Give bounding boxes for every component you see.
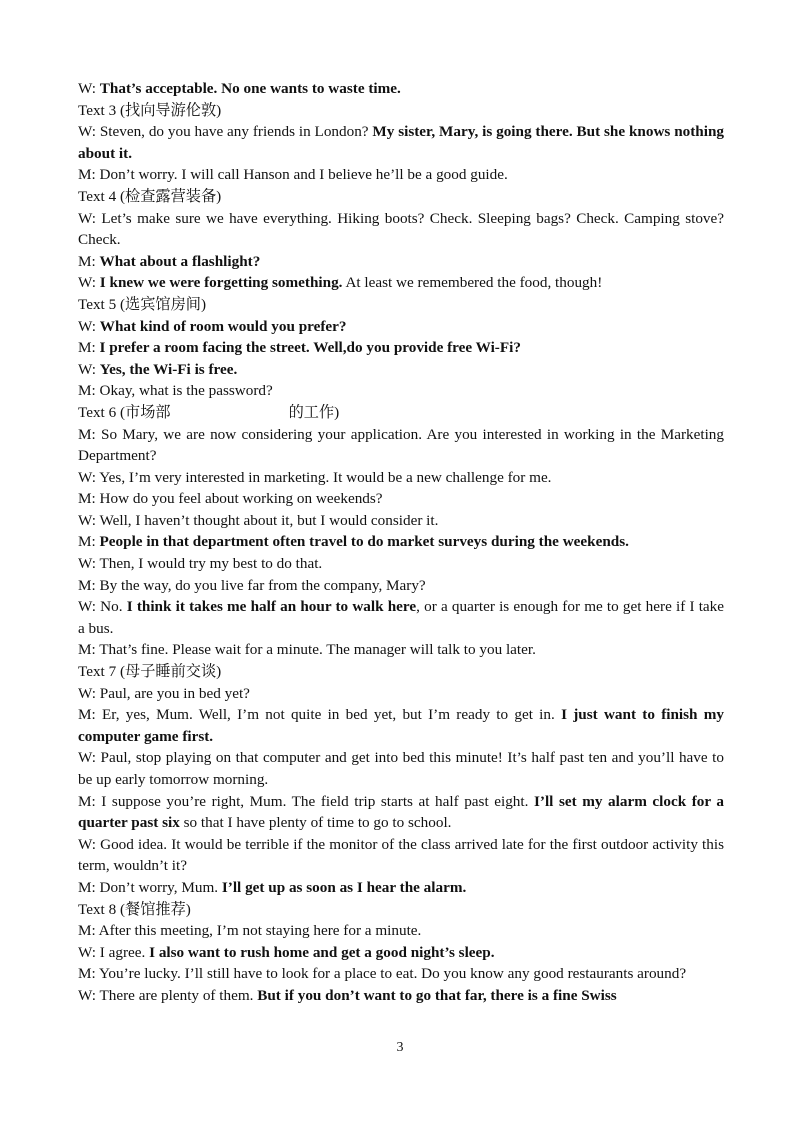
answer-highlight: People in that department often travel to do market surveys during the weekends. bbox=[99, 533, 629, 551]
dialogue-line: M: I prefer a room facing the street. Well,do you provide free Wi-Fi? bbox=[78, 339, 521, 357]
dialogue-line: W: That’s acceptable. No one wants to waste time. bbox=[78, 80, 401, 97]
transcript-body bbox=[78, 78, 724, 1007]
answer-highlight: I prefer a room facing the street. Well,do you provide free Wi-Fi? bbox=[99, 339, 521, 357]
answer-highlight: I think it takes me half an hour to walk here bbox=[126, 598, 417, 616]
dialogue-line: M: What about a flashlight? bbox=[78, 252, 261, 270]
dialogue-line: M: Don’t worry, Mum. I’ll get up as soon as I hear the alarm. bbox=[78, 878, 467, 896]
dialogue-line: W: Paul, are you in bed yet? bbox=[78, 684, 250, 702]
dialogue-line: W: No. I think it takes me half an hour to walk here, or a quarter is enough for me to get here if I take a bus. bbox=[78, 598, 724, 637]
dialogue-line: W: Well, I haven’t thought about it, but I would consider it. bbox=[78, 511, 439, 529]
dialogue-line: M: By the way, do you live far from the company, Mary? bbox=[78, 576, 426, 594]
dialogue-line: W: Steven, do you have any friends in London? My sister, Mary, is going there. But she knows nothing about it. bbox=[78, 123, 724, 162]
section-heading-text7: Text 7 (母子睡前交谈) bbox=[78, 663, 222, 681]
page-number: 3 bbox=[396, 1040, 404, 1055]
answer-highlight: But if you don’t want to go that far, there is a fine Swiss bbox=[257, 986, 617, 1004]
dialogue-line: W: Good idea. It would be terrible if the monitor of the class arrived late for the first outdoor activity this term, wouldn’t it? bbox=[78, 835, 724, 875]
answer-highlight: Yes, the Wi-Fi is free. bbox=[99, 360, 238, 378]
answer-highlight: I also want to rush home and get a good night’s sleep. bbox=[149, 943, 495, 961]
section-heading-text6: Text 6 (市场部 的工作) bbox=[78, 403, 340, 421]
dialogue-line: M: How do you feel about working on weekends? bbox=[78, 490, 383, 508]
answer-highlight: I’ll set my alarm clock for a quarter past six bbox=[78, 792, 724, 832]
dialogue-line: W: Then, I would try my best to do that. bbox=[78, 555, 323, 573]
dialogue-line: M: Don’t worry. I will call Hanson and I believe he’ll be a good guide. bbox=[78, 166, 508, 184]
dialogue-line: M: Er, yes, Mum. Well, I’m not quite in bed yet, but I’m ready to get in. I just want to finish my computer game first. bbox=[78, 706, 725, 745]
section-heading-text5: Text 5 (选宾馆房间) bbox=[78, 295, 207, 313]
dialogue-line: M: So Mary, we are now considering your application. Are you interested in working in the Marketing Department? bbox=[78, 425, 724, 465]
answer-highlight: What about a flashlight? bbox=[99, 252, 261, 270]
dialogue-line: W: There are plenty of them. But if you don’t want to go that far, there is a fine Swiss bbox=[78, 986, 617, 1004]
dialogue-line: W: Paul, stop playing on that computer and get into bed this minute! It’s half past ten and you’ll have to be up early tomorrow morning. bbox=[78, 749, 724, 788]
answer-highlight: What kind of room would you prefer? bbox=[99, 317, 347, 335]
dialogue-line: W: I knew we were forgetting something. At least we remembered the food, though! bbox=[78, 274, 603, 292]
answer-highlight: I just want to finish my computer game first. bbox=[78, 706, 725, 745]
dialogue-line: M: You’re lucky. I’ll still have to look for a place to eat. Do you know any good restaurants around? bbox=[78, 965, 687, 983]
dialogue-line: W: Yes, I’m very interested in marketing. It would be a new challenge for me. bbox=[78, 468, 552, 486]
answer-highlight: I knew we were forgetting something. bbox=[99, 274, 343, 292]
dialogue-line: M: Okay, what is the password? bbox=[78, 382, 273, 400]
dialogue-line: M: People in that department often travel to do market surveys during the weekends. bbox=[78, 533, 629, 551]
dialogue-line: M: I suppose you’re right, Mum. The field trip starts at half past eight. I’ll set my alarm clock for a quarter past six so that I have plenty of time to go to school. bbox=[78, 792, 724, 832]
dialogue-line: W: Yes, the Wi-Fi is free. bbox=[78, 360, 238, 378]
dialogue-line: W: Let’s make sure we have everything. Hiking boots? Check. Sleeping bags? Check. Camping stove? Check. bbox=[78, 209, 724, 249]
answer-highlight: My sister, Mary, is going there. But she knows nothing about it. bbox=[78, 123, 724, 162]
dialogue-line: W: I agree. I also want to rush home and get a good night’s sleep. bbox=[78, 943, 495, 961]
dialogue-line: W: What kind of room would you prefer? bbox=[78, 317, 347, 335]
answer-highlight: I’ll get up as soon as I hear the alarm. bbox=[221, 878, 467, 896]
dialogue-line: M: That’s fine. Please wait for a minute. The manager will talk to you later. bbox=[78, 641, 536, 659]
section-heading-text3: Text 3 (找向导游伦敦) bbox=[78, 101, 222, 119]
section-heading-text8: Text 8 (餐馆推荐) bbox=[78, 900, 191, 918]
section-heading-text4: Text 4 (检查露营装备) bbox=[78, 187, 222, 205]
answer-highlight: That’s acceptable. No one wants to waste time. bbox=[99, 80, 401, 97]
dialogue-line: M: After this meeting, I’m not staying here for a minute. bbox=[78, 922, 422, 940]
